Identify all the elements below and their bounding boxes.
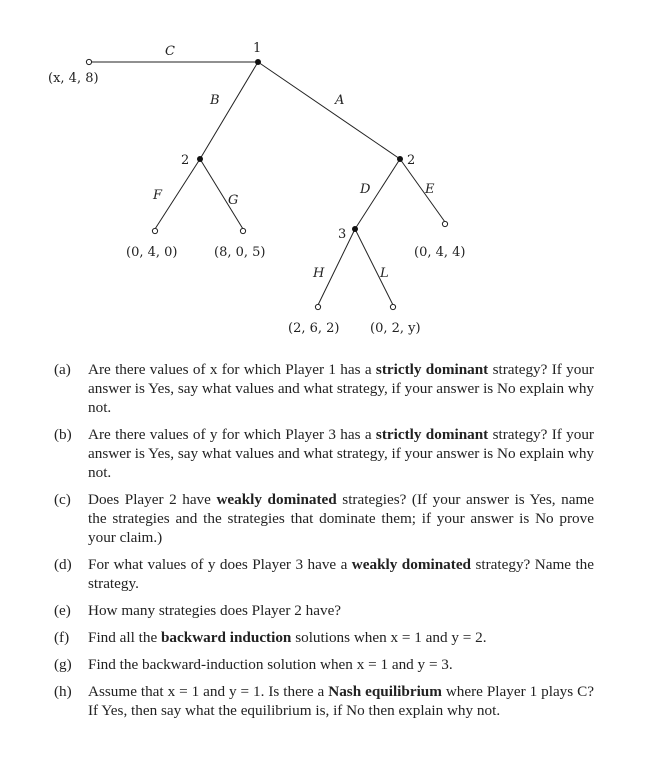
question-label: (e)	[54, 602, 71, 619]
question-g	[54, 655, 594, 674]
question-label: (d)	[54, 556, 72, 573]
terminal-L	[390, 304, 395, 309]
action-label-H: H	[313, 266, 325, 281]
question-text-rest: strategies? (If your answer is Yes, name the strategies and the strategies that dominate them; if your answer is No prove your claim.)	[88, 491, 594, 546]
player-label-right-p2: 2	[407, 153, 416, 168]
question-b	[54, 425, 594, 482]
question-label: (a)	[54, 361, 71, 378]
edge-E	[400, 159, 445, 222]
question-bold-term: strictly dominant	[375, 426, 489, 443]
game-tree	[0, 0, 645, 345]
question-text: Find the backward-induction solution when x = 1 and y = 3.	[88, 656, 453, 673]
action-label-B: B	[210, 93, 220, 108]
payoff-C: (x, 4, 8)	[48, 71, 99, 86]
terminal-E	[442, 221, 447, 226]
question-list	[54, 360, 594, 728]
question-label: (h)	[54, 683, 72, 700]
player-label-left-p2: 2	[181, 153, 190, 168]
question-bold-term: weakly dominated	[351, 556, 472, 573]
terminal-C	[86, 59, 91, 64]
terminal-H	[315, 304, 320, 309]
question-bold-term: strictly dominant	[375, 361, 489, 378]
node-player2-right	[397, 156, 403, 162]
action-label-G: G	[228, 193, 239, 208]
payoff-E: (0, 4, 4)	[414, 245, 466, 260]
question-text: Are there values of x for which Player 1 has a	[88, 361, 376, 378]
player-label-root: 1	[253, 41, 262, 56]
player-label-p3: 3	[338, 227, 347, 242]
question-label: (g)	[54, 656, 72, 673]
action-label-C: C	[165, 44, 175, 59]
node-player2-left	[197, 156, 203, 162]
question-bold-term: weakly dominated	[216, 491, 337, 508]
question-bold-term: Nash equilibrium	[328, 683, 442, 700]
question-f	[54, 628, 594, 647]
question-text-rest: solutions when x = 1 and y = 2.	[291, 629, 487, 646]
question-text-rest: strategy? If your answer is Yes, say what values and what strategy, if your answer is No explain why not.	[88, 361, 595, 416]
node-player1	[255, 59, 261, 65]
question-text: For what values of y does Player 3 have a	[88, 556, 352, 573]
terminal-F	[152, 228, 157, 233]
payoff-L: (0, 2, y)	[370, 321, 421, 336]
question-a	[54, 360, 594, 417]
question-label: (f)	[54, 629, 70, 646]
question-label: (b)	[54, 426, 72, 443]
payoff-H: (2, 6, 2)	[288, 321, 340, 336]
question-h	[54, 682, 594, 720]
node-player3	[352, 226, 358, 232]
action-label-D: D	[360, 182, 371, 197]
payoff-F: (0, 4, 0)	[126, 245, 178, 260]
question-text-rest: strategy? Name the strategy.	[88, 556, 594, 592]
edge-A	[258, 62, 400, 159]
question-text: Find all the	[88, 629, 161, 646]
action-label-F: F	[153, 188, 163, 203]
terminal-G	[240, 228, 245, 233]
edge-B	[200, 62, 258, 159]
payoff-G: (8, 0, 5)	[214, 245, 266, 260]
question-label: (c)	[54, 491, 71, 508]
action-label-E: E	[425, 182, 435, 197]
question-text: Does Player 2 have	[88, 491, 217, 508]
question-bold-term: backward induction	[160, 629, 292, 646]
question-text-rest: strategy? If your answer is Yes, say what values and what strategy, if your answer is No explain why not.	[88, 426, 595, 481]
action-label-A: A	[335, 93, 345, 108]
question-text-rest: where Player 1 plays C? If Yes, then say what the equilibrium is, if No then explain why not.	[88, 683, 594, 719]
action-label-L: L	[380, 266, 389, 281]
question-text: How many strategies does Player 2 have?	[88, 602, 342, 619]
question-e	[54, 601, 594, 620]
question-text: Assume that x = 1 and y = 1. Is there a	[88, 683, 329, 700]
question-text: Are there values of y for which Player 3 has a	[88, 426, 376, 443]
question-d	[54, 555, 594, 593]
question-c	[54, 490, 594, 547]
